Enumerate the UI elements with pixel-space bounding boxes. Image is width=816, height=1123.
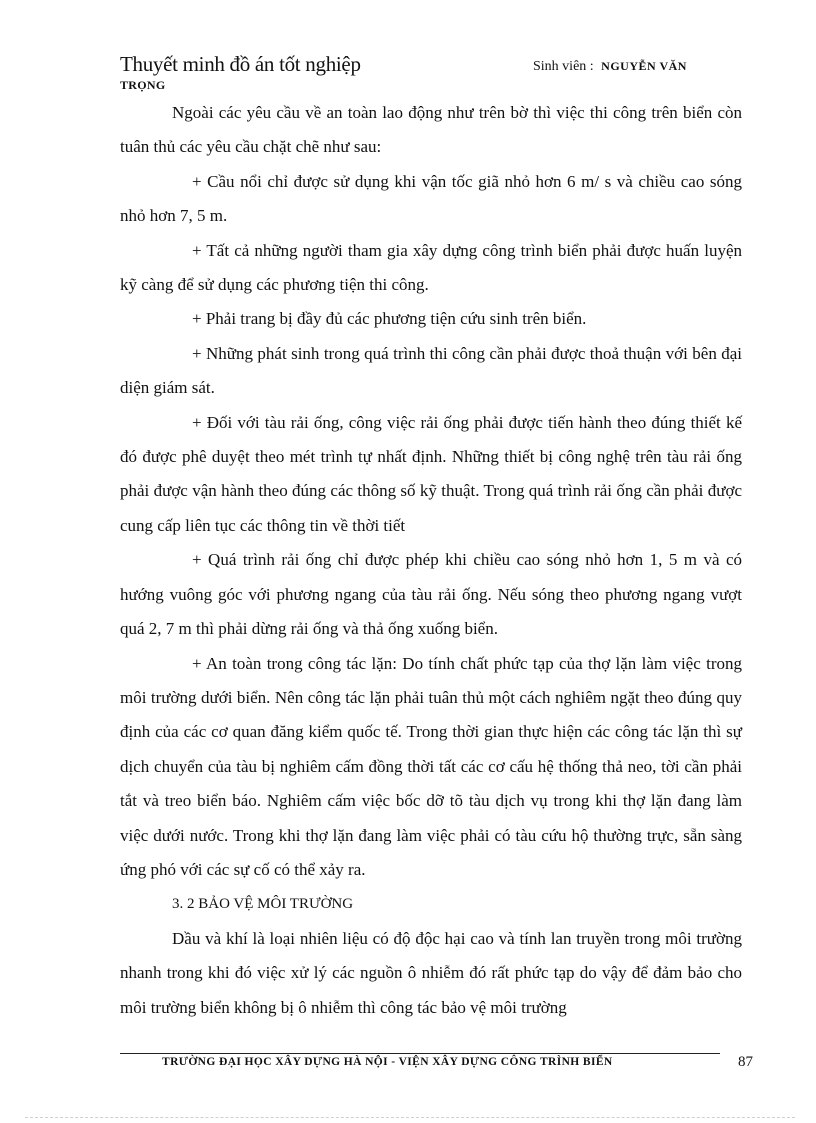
footer-institution: TRƯỜNG ĐẠI HỌC XÂY DỰNG HÀ NỘI - VIỆN XÂY DỰNG CÔNG TRÌNH BIỂN xyxy=(162,1056,613,1068)
rule-paragraph: + Cầu nổi chỉ được sử dụng khi vận tốc giã nhỏ hơn 6 m/ s và chiều cao sóng nhỏ hơn 7, 5 m. xyxy=(120,171,742,226)
page-body xyxy=(120,96,742,1025)
section-heading: 3. 2 BẢO VỆ MÔI TRƯỜNG xyxy=(172,896,354,913)
rule-paragraph: + Quá trình rải ống chỉ được phép khi chiều cao sóng nhỏ hơn 1, 5 m và có hướng vuông góc với phương ngang của tàu rải ống. Nếu sóng theo phương ngang vượt quá 2, 7 m thì phải dừng rải ống và thả ống xuống biển. xyxy=(120,550,742,639)
page-bottom-edge xyxy=(25,1117,795,1118)
section-paragraph: Dầu và khí là loại nhiên liệu có độ độc hại cao và tính lan truyền trong môi trường nhanh trong khi đó việc xử lý các nguồn ô nhiễm đó rất phức tạp do vậy để đảm bảo cho môi trường biển không bị ô nhiễm thì công tác bảo vệ môi trường xyxy=(120,928,742,1017)
rule-paragraph: + Phải trang bị đầy đủ các phương tiện cứu sinh trên biển. xyxy=(192,309,587,329)
student-name: NGUYỄN VĂN xyxy=(601,59,687,73)
rule-paragraph: + An toàn trong công tác lặn: Do tính chất phức tạp của thợ lặn làm việc trong môi trường dưới biển. Nên công tác lặn phải tuân thủ một cách nghiêm ngặt theo đúng quy định của các cơ quan đăng kiểm quốc tế. Trong thời gian thực hiện các công tác lặn thì sự dịch chuyển của tàu bị nghiêm cấm đồng thời tất các cơ cấu hệ thống thả neo, tời cần phải tắt và treo biển báo. Nghiêm cấm việc bốc dỡ tõ tàu dịch vụ trong khi thợ lặn đang làm việc dưới nước. Trong khi thợ lặn đang làm việc phải có tàu cứu hộ thường trực, sẵn sàng ứng phó với các sự cố có thể xảy ra. xyxy=(120,653,742,879)
student-info xyxy=(533,59,687,75)
student-label: Sinh viên : xyxy=(533,59,594,74)
page-number: 87 xyxy=(738,1054,753,1070)
rule-paragraph: + Tất cả những người tham gia xây dựng công trình biển phải được huấn luyện kỹ càng để sử dụng các phương tiện thi công. xyxy=(120,240,742,295)
intro-paragraph: Ngoài các yêu cầu về an toàn lao động như trên bờ thì việc thi công trên biển còn tuân thủ các yêu cầu chặt chẽ như sau: xyxy=(120,103,742,157)
document-title: Thuyết minh đồ án tốt nghiệp xyxy=(120,52,361,76)
rule-paragraph: + Đối với tàu rải ống, công việc rải ống phải được tiến hành theo đúng thiết kế đó được phê duyệt theo mét trình tự nhất định. Những thiết bị công nghệ trên tàu rải ống phải được vận hành theo đúng các thông số kỹ thuật. Trong quá trình rải ống cần phải được cung cấp liên tục các thông tin về thời tiết xyxy=(120,412,742,535)
footer-divider xyxy=(120,1053,720,1054)
student-name-continued: TRỌNG xyxy=(120,78,166,92)
rule-paragraph: + Những phát sinh trong quá trình thi công cần phải được thoả thuận với bên đại diện giám sát. xyxy=(120,343,742,398)
